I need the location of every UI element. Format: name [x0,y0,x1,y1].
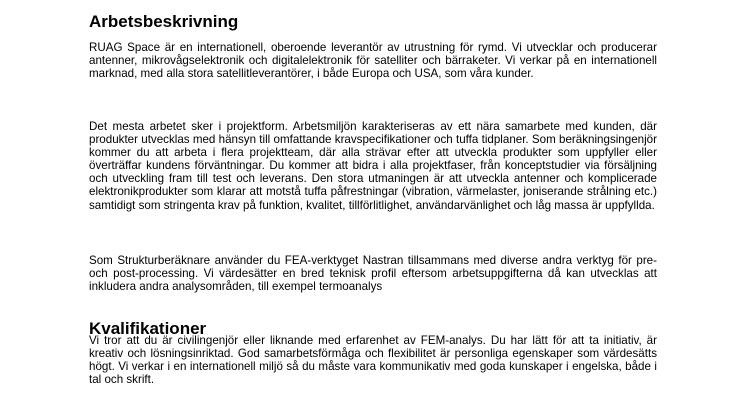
section-heading-qualifications: Kvalifikationer [89,319,207,338]
paragraph-structural-analysis: Som Strukturberäknare använder du FEA-verktyget Nastran tillsammans med diverse andra verktyg för pre- och post-processing. Vi värdesätter en bred teknisk profil eftersom arbetsuppgifterna då kan utvecklas att inkludera andra analysområden, till exempel termoanalys [89,254,657,294]
section-heading-work-description: Arbetsbeskrivning [89,12,239,31]
paragraph-work-environment: Det mesta arbetet sker i projektform. Arbetsmiljön karakteriseras av ett nära samarbete med kunden, där produkter utvecklas med hänsyn till omfattande kravspecifikationer och tuffa tidplaner. Som beräkningsingenjör kommer du att arbeta i flera projektteam, där alla strävar efter att utveckla produkter som uppfyller eller överträffar kundens förväntningar. Du kommer att bidra i alla projektfaser, från konceptstudier via försäljning och utveckling fram till test och leverans. Den stora utmaningen är att utveckla antenner och komplicerade elektronikprodukter som klarar att motstå tuffa påfrestningar (vibration, värmelaster, joniserande strålning etc.) samtidigt som stringenta krav på funktion, kvalitet, tillförlitlighet, användarvänlighet och låg massa är uppfyllda. [89,120,657,212]
paragraph-qualifications: Vi tror att du är civilingenjör eller liknande med erfarenhet av FEM-analys. Du har lätt för att ta initiativ, är kreativ och lösningsinriktad. God samarbetsförmåga och flexibilitet är personliga egenskaper som värdesätts högt. Vi verkar i en internationell miljö så du måste vara kommunikativ med goda kunskaper i engelska, både i tal och skrift. [89,334,657,387]
paragraph-company-intro: RUAG Space är en internationell, oberoende leverantör av utrustning för rymd. Vi utvecklar och producerar antenner, mikrovågselektronik och digitalelektronik för satelliter och bärraketer. Vi verkar på en internationell marknad, med alla stora satellitleverantörer, i både Europa och USA, som våra kunder. [89,41,657,81]
